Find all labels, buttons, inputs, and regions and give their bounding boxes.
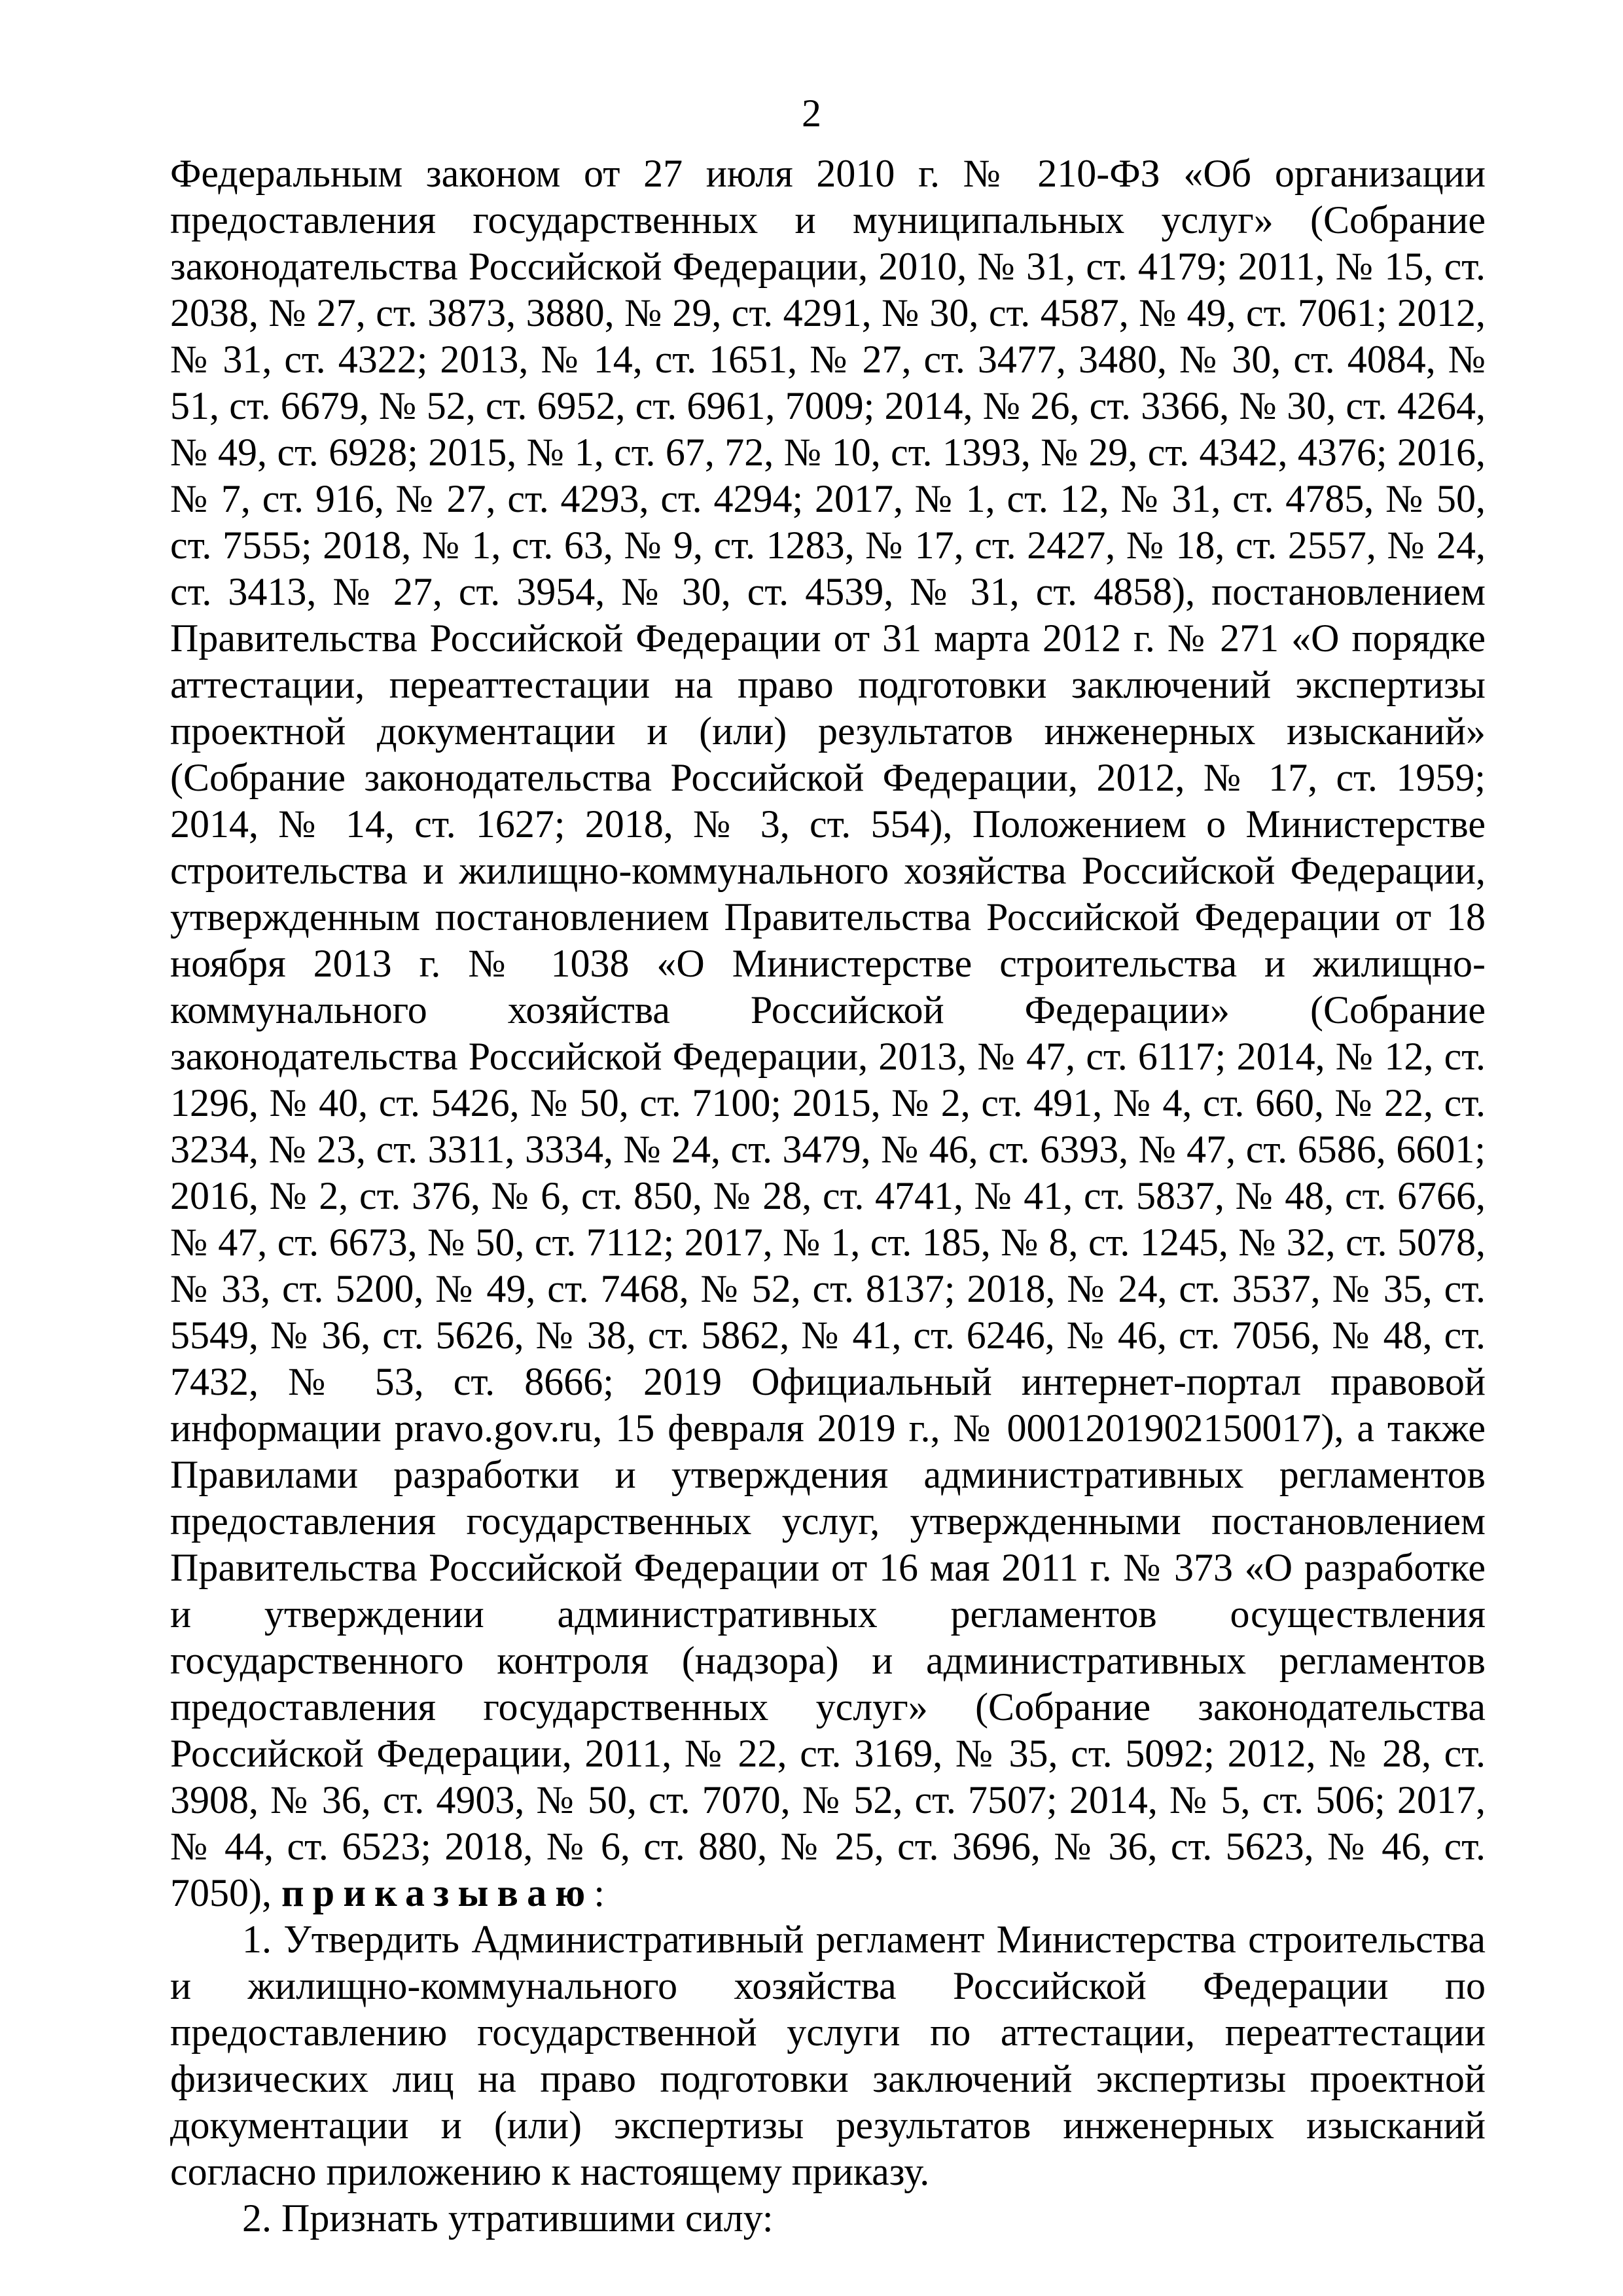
order-word: приказываю (281, 1871, 594, 1914)
order-colon: : (594, 1871, 605, 1914)
preamble-paragraph (170, 151, 1486, 1916)
item-2-paragraph: 2. Признать утратившими силу: (242, 2197, 774, 2240)
page-number: 2 (802, 92, 821, 135)
item-1-paragraph: 1. Утвердить Административный регламент Министерства строительства и жилищно-коммунального хозяйства Российской Федерации по предоставлению государственной услуги по аттестации, переаттестации физических лиц на право подготовки заключений экспертизы проектной документации и (или) экспертизы результатов инженерных изысканий согласно приложению к настоящему приказу. (170, 1918, 1486, 2193)
preamble-text: Федеральным законом от 27 июля 2010 г. № 210-ФЗ «Об организации предоставления государственных и муниципальных услуг» (Собрание законодательства Российской Федерации, 2010, № 31, ст. 4179; 2011, № 15, ст. 2038, № 27, ст. 3873, 3880, № 29, ст. 4291, № 30, ст. 4587, № 49, ст. 7061; 2012, № 31, ст. 4322; 2013, № 14, ст. 1651, № 27, ст. 3477, 3480, № 30, ст. 4084, № 51, ст. 6679, № 52, ст. 6952, ст. 6961, 7009; 2014, № 26, ст. 3366, № 30, ст. 4264, № 49, ст. 6928; 2015, № 1, ст. 67, 72, № 10, ст. 1393, № 29, ст. 4342, 4376; 2016, № 7, ст. 916, № 27, ст. 4293, ст. 4294; 2017, № 1, ст. 12, № 31, ст. 4785, № 50, ст. 7555; 2018, № 1, ст. 63, № 9, ст. 1283, № 17, ст. 2427, № 18, ст. 2557, № 24, ст. 3413, № 27, ст. 3954, № 30, ст. 4539, № 31, ст. 4858), постановлением Правительства Российской Федерации от 31 марта 2012 г. № 271 «О порядке аттестации, переаттестации на право подготовки заключений экспертизы проектной документации и (или) результатов инженерных изысканий» (Собрание законодательства Российской Федерации, 2012, № 17, ст. 1959; 2014, № 14, ст. 1627; 2018, № 3, ст. 554), Положением о Министерстве строительства и жилищно-коммунального хозяйства Российской Федерации, утвержденным постановлением Правительства Российской Федерации от 18 ноября 2013 г. № 1038 «О Министерстве строительства и жилищно-коммунального хозяйства Российской Федерации» (Собрание законодательства Российской Федерации, 2013, № 47, ст. 6117; 2014, № 12, ст. 1296, № 40, ст. 5426, № 50, ст. 7100; 2015, № 2, ст. 491, № 4, ст. 660, № 22, ст. 3234, № 23, ст. 3311, 3334, № 24, ст. 3479, № 46, ст. 6393, № 47, ст. 6586, 6601; 2016, № 2, ст. 376, № 6, ст. 850, № 28, ст. 4741, № 41, ст. 5837, № 48, ст. 6766, № 47, ст. 6673, № 50, ст. 7112; 2017, № 1, ст. 185, № 8, ст. 1245, № 32, ст. 5078, № 33, ст. 5200, № 49, ст. 7468, № 52, ст. 8137; 2018, № 24, ст. 3537, № 35, ст. 5549, № 36, ст. 5626, № 38, ст. 5862, № 41, ст. 6246, № 46, ст. 7056, № 48, ст. 7432, № 53, ст. 8666; 2019 Официальный интернет-портал правовой информации pravo.gov.ru, 15 февраля 2019 г., № 0001201902150017), а также Правилами разработки и утверждения административных регламентов предоставления государственных услуг, утвержденными постановлением Правительства Российской Федерации от 16 мая 2011 г. № 373 «О разработке и утверждении административных регламентов осуществления государственного контроля (надзора) и административных регламентов предоставления государственных услуг» (Собрание законодательства Российской Федерации, 2011, № 22, ст. 3169, № 35, ст. 5092; 2012, № 28, ст. 3908, № 36, ст. 4903, № 50, ст. 7070, № 52, ст. 7507; 2014, № 5, ст. 506; 2017, № 44, ст. 6523; 2018, № 6, ст. 880, № 25, ст. 3696, № 36, ст. 5623, № 46, ст. 7050), (170, 152, 1486, 1914)
document-body (170, 151, 1486, 2242)
